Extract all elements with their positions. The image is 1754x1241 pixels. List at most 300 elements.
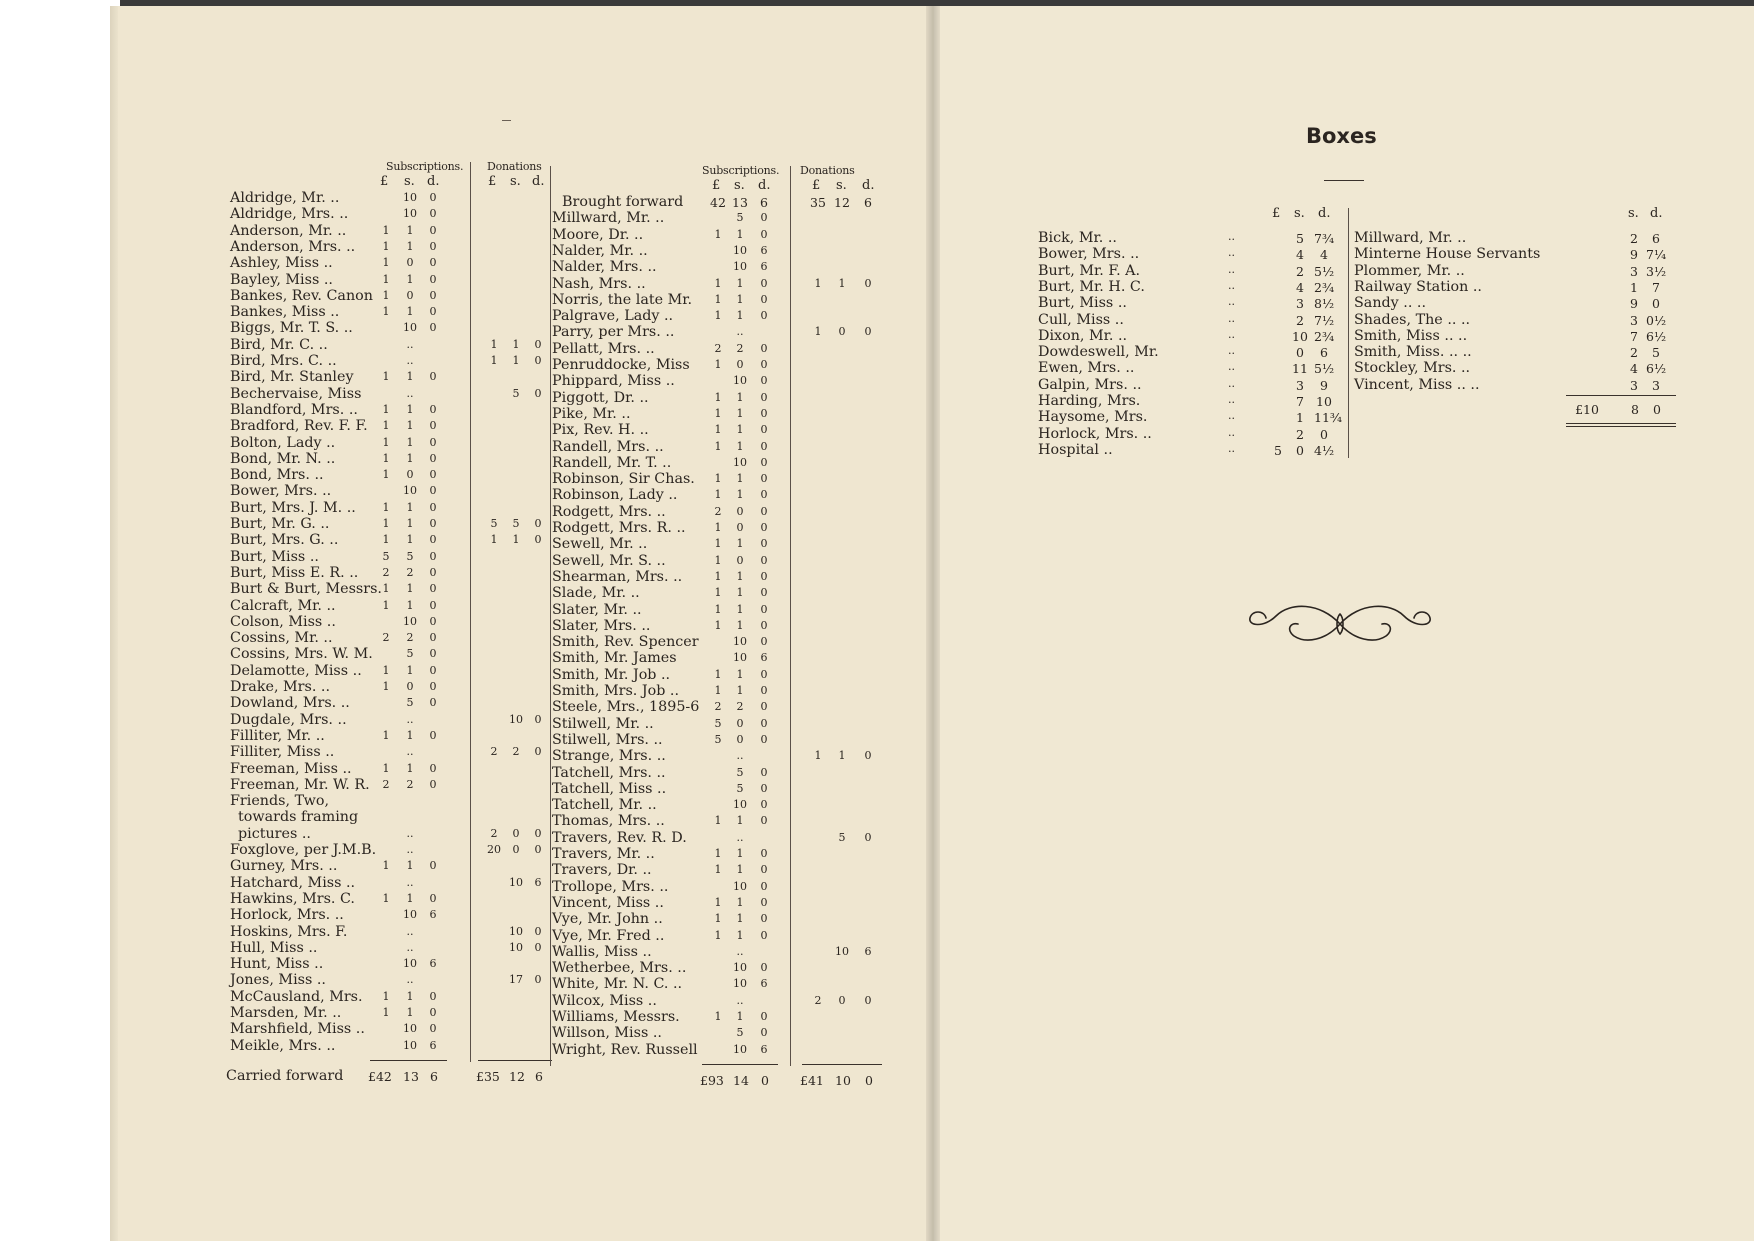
- box-holder-name: Railway Station ..: [1354, 278, 1482, 295]
- subscription-shillings: 10: [733, 260, 747, 274]
- subscription-shillings: 0: [406, 468, 414, 482]
- table-row: [230, 369, 560, 385]
- subscription-pence: 0: [429, 631, 437, 645]
- table-row: [552, 960, 872, 976]
- subscriber-name: Stilwell, Mr. ..: [552, 715, 654, 732]
- subscription-pence: 0: [760, 716, 768, 730]
- subscription-shillings: 1: [736, 847, 744, 860]
- table-row: [230, 304, 560, 320]
- boxes-unit-1: s.: [1294, 206, 1305, 221]
- subscriber-name: Stilwell, Mrs. ..: [552, 731, 663, 748]
- table-row: [552, 390, 872, 406]
- subscriber-name: Wright, Rev. Russell: [552, 1041, 698, 1058]
- leader-dots: ..: [1228, 278, 1235, 292]
- subscription-pence: 0: [429, 223, 437, 237]
- subscription-shillings: 1: [736, 667, 744, 681]
- table-row: [230, 337, 560, 353]
- subscription-pence: 0: [429, 647, 437, 661]
- donation-pounds: 1: [814, 276, 822, 290]
- don-unit-0: £: [812, 178, 821, 193]
- subscriber-name: Bird, Mrs. C. ..: [230, 353, 337, 369]
- total-don-0: £35: [476, 1068, 500, 1084]
- book-gutter: [926, 6, 940, 1241]
- subscription-shillings: ..: [406, 843, 414, 856]
- subscription-pence: 0: [760, 504, 768, 518]
- don-unit-2: d.: [862, 178, 875, 193]
- donation-pence: 0: [864, 993, 872, 1007]
- subscription-pence: 0: [429, 288, 437, 302]
- box-amount-pence: 5½: [1314, 263, 1335, 279]
- subscription-pounds: 1: [714, 618, 722, 632]
- table-row: [552, 210, 872, 226]
- subscriber-name: Hatchard, Miss ..: [230, 874, 356, 891]
- subscription-pence: 0: [760, 488, 768, 502]
- boxes-divider: [1348, 208, 1349, 458]
- table-row: [552, 993, 872, 1009]
- subscription-pence: 0: [429, 207, 437, 221]
- subscription-pence: 0: [760, 684, 768, 697]
- table-row: [230, 239, 560, 255]
- subscription-pence: 0: [760, 961, 768, 975]
- box-row: [1038, 377, 1348, 393]
- subscription-shillings: ..: [736, 749, 744, 763]
- title-rule: [1324, 180, 1364, 181]
- subscription-pence: 0: [429, 533, 437, 547]
- subscription-pence: 0: [429, 891, 437, 905]
- donation-pounds: 1: [814, 325, 822, 339]
- subscription-shillings: 1: [406, 435, 414, 449]
- donation-pounds: 1: [490, 533, 498, 547]
- subscriber-name: Ashley, Miss ..: [230, 255, 333, 272]
- don-unit-0: £: [488, 174, 497, 189]
- table-row: [230, 418, 560, 434]
- subscriber-name: Travers, Mr. ..: [552, 846, 655, 862]
- total-don-2: 6: [535, 1068, 543, 1084]
- box-amount-shillings: 3: [1630, 263, 1638, 279]
- subscription-shillings: 10: [403, 614, 417, 628]
- subscription-shillings: 10: [733, 455, 747, 469]
- subscription-shillings: 1: [736, 406, 744, 420]
- table-row: [552, 618, 872, 634]
- subscription-pence: 0: [760, 765, 768, 779]
- subscription-pounds: 1: [382, 500, 390, 514]
- subscriber-name: Bayley, Miss ..: [230, 271, 333, 288]
- subscription-pounds: 1: [382, 989, 390, 1003]
- subscription-shillings: 1: [736, 602, 744, 616]
- subscription-shillings: 5: [736, 765, 744, 779]
- donation-pence: 0: [534, 973, 542, 987]
- table-row: [230, 598, 560, 614]
- box-amount-pounds: 5: [1274, 442, 1282, 458]
- table-row: [552, 569, 872, 585]
- subscription-pence: 0: [760, 667, 768, 681]
- subscription-pence: 0: [429, 468, 437, 482]
- box-row: [1038, 246, 1348, 262]
- subscriber-name: Vye, Mr. Fred ..: [552, 927, 665, 944]
- subscriber-name: Smith, Rev. Spencer: [552, 634, 699, 651]
- donation-shillings: 5: [512, 386, 520, 400]
- subscription-pence: 0: [760, 814, 768, 828]
- subscriber-name: Anderson, Mr. ..: [230, 222, 347, 239]
- subscription-pounds: 1: [382, 761, 390, 775]
- subscription-pounds: 5: [382, 549, 390, 563]
- subscription-shillings: 5: [406, 647, 414, 661]
- table-row: [552, 276, 872, 292]
- subscription-pence: 0: [429, 680, 437, 693]
- subscription-pounds: 2: [714, 504, 722, 518]
- subscription-shillings: 1: [406, 728, 414, 742]
- total-don-0: £41: [800, 1072, 824, 1088]
- boxes-unit-0: £: [1272, 206, 1281, 221]
- carried-forward-row: [552, 1072, 872, 1090]
- box-row: [1038, 409, 1348, 425]
- total-sub-0: £42: [368, 1068, 392, 1084]
- subscription-pence: 0: [760, 847, 768, 860]
- box-holder-name: Cull, Miss ..: [1038, 311, 1124, 328]
- donation-shillings: 5: [512, 517, 520, 530]
- leader-dots: ..: [1228, 246, 1235, 260]
- subscriber-name: Travers, Rev. R. D.: [552, 829, 687, 846]
- subscriber-name: Nash, Mrs. ..: [552, 275, 646, 292]
- subscription-pence: 0: [429, 484, 437, 498]
- subscription-pounds: 2: [382, 565, 390, 579]
- sub-unit-1: s.: [404, 174, 415, 189]
- leader-dots: ..: [1228, 376, 1235, 390]
- table-row: [552, 813, 872, 829]
- box-row: [1354, 295, 1664, 311]
- box-amount-shillings: 0: [1296, 442, 1304, 458]
- leader-dots: ..: [1228, 441, 1235, 455]
- donation-pence: 0: [864, 325, 872, 339]
- subscription-shillings: 1: [736, 863, 744, 877]
- subscription-pence: 0: [760, 341, 768, 355]
- box-holder-name: Bower, Mrs. ..: [1038, 246, 1140, 263]
- subscriber-name: Wilcox, Miss ..: [552, 992, 657, 1009]
- subscription-pounds: 2: [382, 631, 390, 645]
- table-row: [230, 1038, 560, 1054]
- subscription-pence: 0: [429, 517, 437, 530]
- subscription-pence: 0: [760, 863, 768, 877]
- boxes2-unit-1: d.: [1650, 206, 1663, 221]
- subscription-shillings: 1: [406, 500, 414, 514]
- leader-dots: ..: [1228, 327, 1235, 341]
- column-divider-left: [550, 166, 551, 1066]
- subscription-shillings: 10: [733, 879, 747, 893]
- brought-forward-label: Brought forward: [562, 194, 684, 210]
- box-holder-name: Galpin, Mrs. ..: [1038, 376, 1142, 393]
- subscription-pence: 0: [429, 272, 437, 286]
- subscription-shillings: 10: [403, 908, 417, 922]
- subscription-shillings: 1: [736, 276, 744, 290]
- leader-dots: ..: [1228, 311, 1235, 325]
- box-amount-pence: 6½: [1646, 328, 1667, 344]
- subscription-shillings: ..: [406, 826, 414, 840]
- subscription-pounds: 1: [382, 891, 390, 905]
- table-row: [552, 292, 872, 308]
- subscription-pence: 0: [760, 618, 768, 632]
- box-amount-pence: 2¾: [1314, 328, 1335, 344]
- donation-pounds: 1: [814, 749, 822, 763]
- total-sub-2: 0: [761, 1072, 769, 1088]
- subscription-shillings: 1: [406, 582, 414, 596]
- box-holder-name: Smith, Miss .. ..: [1354, 327, 1468, 344]
- donation-pence: 0: [534, 940, 542, 954]
- carried-forward-label: Carried forward: [226, 1067, 344, 1084]
- leader-dots: ..: [1228, 360, 1235, 374]
- boxes-total-rule-2: [1566, 426, 1676, 427]
- subscription-pence: 0: [429, 191, 437, 204]
- subscription-shillings: 1: [406, 239, 414, 253]
- boxes2-unit-0: s.: [1628, 206, 1639, 221]
- table-row: [552, 504, 872, 520]
- donation-shillings: 0: [512, 826, 520, 840]
- boxes-title: Boxes: [1306, 124, 1377, 148]
- table-row: [552, 471, 872, 487]
- subscriber-name: Palgrave, Lady ..: [552, 308, 674, 325]
- subscriber-name: Bankes, Miss ..: [230, 304, 340, 321]
- subscriber-name: Tatchell, Miss ..: [552, 780, 667, 797]
- subscription-pence: 0: [760, 781, 768, 795]
- subscription-shillings: 1: [736, 537, 744, 551]
- donations-header-2: Donations: [800, 164, 855, 177]
- table-row: [230, 516, 560, 532]
- subscriber-name: Strange, Mrs. ..: [552, 748, 666, 765]
- box-holder-name: Shades, The .. ..: [1354, 311, 1471, 328]
- subscription-shillings: 10: [733, 635, 747, 649]
- table-row: [230, 956, 560, 972]
- subscriptions-column-1: [226, 160, 560, 1100]
- subscription-pounds: 1: [382, 305, 390, 319]
- subscriber-name: Parry, per Mrs. ..: [552, 324, 675, 341]
- table-row: [230, 907, 560, 923]
- subscriber-name: Vye, Mr. John ..: [552, 911, 663, 928]
- table-row: [552, 308, 872, 324]
- boxes-total-shillings: 8: [1631, 402, 1639, 417]
- box-amount-pence: 6½: [1646, 361, 1667, 377]
- table-row: [230, 565, 560, 581]
- box-amount-shillings: 1: [1296, 410, 1304, 426]
- subscription-shillings: 1: [406, 305, 414, 319]
- box-amount-shillings: 2: [1630, 345, 1638, 361]
- table-row: [552, 536, 872, 552]
- total-sub-2: 6: [430, 1068, 438, 1084]
- table-row: [230, 614, 560, 630]
- box-row: [1038, 360, 1348, 376]
- table-row: [230, 532, 560, 548]
- subscriber-name: McCausland, Mrs.: [230, 988, 363, 1005]
- table-row: [552, 765, 872, 781]
- subscription-pounds: 1: [382, 256, 390, 270]
- table-row: [230, 223, 560, 239]
- box-holder-name: Sandy .. ..: [1354, 295, 1427, 312]
- subscription-pence: 0: [760, 211, 768, 225]
- boxes-total-rule-top: [1566, 395, 1676, 396]
- donation-pence: 6: [534, 875, 542, 889]
- subscription-pence: 0: [429, 696, 437, 710]
- subscriptions-header-2: Subscriptions.: [702, 164, 780, 177]
- subscriber-name: Hunt, Miss ..: [230, 956, 324, 973]
- subscription-pence: 6: [429, 908, 437, 922]
- box-holder-name: Dowdeswell, Mr.: [1038, 344, 1159, 361]
- box-amount-pence: 7¾: [1314, 231, 1335, 246]
- subscription-pence: 0: [429, 305, 437, 319]
- subscriber-name: Nalder, Mrs. ..: [552, 259, 657, 276]
- donation-pence: 0: [534, 843, 542, 856]
- subscription-shillings: 1: [406, 891, 414, 905]
- box-holder-name: Smith, Miss. .. ..: [1354, 344, 1472, 361]
- box-amount-shillings: 7: [1296, 394, 1304, 409]
- subscription-pence: 0: [760, 879, 768, 893]
- table-row: [230, 728, 560, 744]
- donation-pence: 0: [534, 533, 542, 547]
- box-amount-pence: 9: [1320, 377, 1328, 393]
- subscription-pounds: 1: [714, 553, 722, 567]
- box-amount-pence: 4: [1320, 247, 1328, 263]
- subscriber-name: Bechervaise, Miss: [230, 385, 362, 402]
- box-amount-pence: 4½: [1314, 442, 1335, 458]
- donation-shillings: 10: [835, 944, 849, 958]
- box-amount-pence: 0: [1652, 296, 1660, 312]
- subscriber-name: Horlock, Mrs. ..: [230, 907, 344, 924]
- table-row: [230, 467, 560, 483]
- subscription-pounds: 1: [714, 488, 722, 502]
- box-amount-pence: 6: [1320, 345, 1328, 361]
- box-amount-shillings: 7: [1630, 328, 1638, 344]
- subscription-shillings: 1: [406, 1006, 414, 1019]
- table-row: [230, 402, 560, 418]
- subscription-pounds: 1: [382, 451, 390, 465]
- subscription-pence: 0: [429, 370, 437, 384]
- box-holder-name: Dixon, Mr. ..: [1038, 327, 1128, 344]
- total-don-2: 0: [865, 1072, 873, 1088]
- subscription-pounds: 1: [382, 402, 390, 416]
- subscription-pence: 0: [760, 700, 768, 714]
- subscription-pounds: 1: [714, 863, 722, 877]
- subscription-pence: 6: [760, 651, 768, 665]
- subscriber-name: Phippard, Miss ..: [552, 373, 675, 390]
- table-row: [552, 455, 872, 471]
- subscription-pounds: 1: [382, 468, 390, 482]
- don-unit-1: s.: [510, 174, 521, 189]
- subscription-shillings: ..: [406, 354, 414, 367]
- subscription-pounds: 1: [382, 223, 390, 237]
- table-row: [230, 581, 560, 597]
- subscription-shillings: 1: [736, 488, 744, 502]
- subscription-pence: 6: [760, 260, 768, 274]
- table-row: [552, 797, 872, 813]
- subscriber-name: Marsden, Mr. ..: [230, 1005, 342, 1021]
- subscription-pounds: 1: [714, 390, 722, 404]
- table-row: [552, 732, 872, 748]
- table-row: [230, 272, 560, 288]
- subscription-pounds: 1: [382, 728, 390, 742]
- box-amount-pence: 7¼: [1646, 247, 1667, 263]
- table-row: [230, 630, 560, 646]
- box-holder-name: Burt, Mr. H. C.: [1038, 278, 1145, 295]
- table-row: [552, 699, 872, 715]
- table-row: [552, 928, 872, 944]
- box-holder-name: Haysome, Mrs.: [1038, 409, 1148, 426]
- subscriber-name: Pike, Mr. ..: [552, 405, 631, 422]
- total-rule-don: [478, 1060, 552, 1061]
- subscription-shillings: 1: [736, 895, 744, 909]
- subscription-shillings: 1: [736, 684, 744, 697]
- subscription-pence: 0: [760, 602, 768, 616]
- total-rule-sub: [370, 1060, 447, 1061]
- donation-pence: 0: [864, 830, 872, 844]
- table-row: [230, 435, 560, 451]
- subscription-pounds: 1: [714, 814, 722, 828]
- donations-header: Donations: [487, 160, 542, 173]
- donation-shillings: 0: [838, 325, 846, 339]
- subscriber-name: Norris, the late Mr.: [552, 291, 693, 308]
- table-row: [552, 879, 872, 895]
- subscription-shillings: 1: [736, 1010, 744, 1023]
- subscription-shillings: 0: [406, 680, 414, 693]
- leader-dots: ..: [1228, 262, 1235, 276]
- table-row: [552, 553, 872, 569]
- box-row: [1038, 328, 1348, 344]
- donation-pence: 6: [864, 944, 872, 958]
- subscription-pence: 0: [760, 569, 768, 583]
- table-row: [552, 406, 872, 422]
- subscription-pounds: 5: [714, 732, 722, 746]
- table-row: [230, 858, 560, 874]
- subscription-pence: 0: [429, 565, 437, 579]
- donation-shillings: 1: [512, 337, 520, 351]
- subscriber-name: Tatchell, Mr. ..: [552, 797, 657, 814]
- subscriber-name: Blandford, Mrs. ..: [230, 401, 358, 418]
- subscription-pounds: 1: [382, 435, 390, 449]
- box-row: [1354, 377, 1664, 393]
- subscription-pounds: 1: [714, 537, 722, 551]
- subscription-pence: 0: [760, 292, 768, 306]
- table-row: [230, 483, 560, 499]
- table-row: [552, 944, 872, 960]
- subscription-pence: 0: [760, 439, 768, 453]
- subscription-pence: 0: [760, 798, 768, 812]
- subscription-shillings: 10: [403, 321, 417, 335]
- table-row: [230, 500, 560, 516]
- subscription-pence: 0: [429, 549, 437, 563]
- subscriber-name: Smith, Mrs. Job ..: [552, 683, 679, 699]
- subscription-shillings: 1: [736, 928, 744, 942]
- subscription-pence: 0: [760, 895, 768, 909]
- table-row: [230, 549, 560, 565]
- table-row: [230, 451, 560, 467]
- subscription-shillings: ..: [406, 940, 414, 954]
- subscriber-name: Slater, Mrs. ..: [552, 617, 651, 634]
- box-row: [1354, 344, 1664, 360]
- subscription-pence: 0: [760, 390, 768, 404]
- leader-dots: ..: [1228, 425, 1235, 439]
- donation-pounds: 1: [490, 354, 498, 367]
- subscription-pence: 0: [760, 912, 768, 926]
- box-amount-shillings: 0: [1296, 345, 1304, 361]
- donation-shillings: 5: [838, 830, 846, 844]
- box-amount-shillings: 4: [1296, 247, 1304, 263]
- subscriber-name: Sewell, Mr. S. ..: [552, 552, 666, 569]
- subscriber-name: Jones, Miss ..: [230, 972, 326, 989]
- boxes-total-pence: 0: [1653, 402, 1661, 417]
- subscriber-name: White, Mr. N. C. ..: [552, 976, 683, 993]
- subscription-shillings: 2: [406, 777, 414, 791]
- box-holder-name: Minterne House Servants: [1354, 246, 1541, 263]
- subscription-pounds: 1: [714, 358, 722, 371]
- donation-shillings: 10: [509, 924, 523, 938]
- subscription-pence: 0: [429, 321, 437, 335]
- table-row: [552, 422, 872, 438]
